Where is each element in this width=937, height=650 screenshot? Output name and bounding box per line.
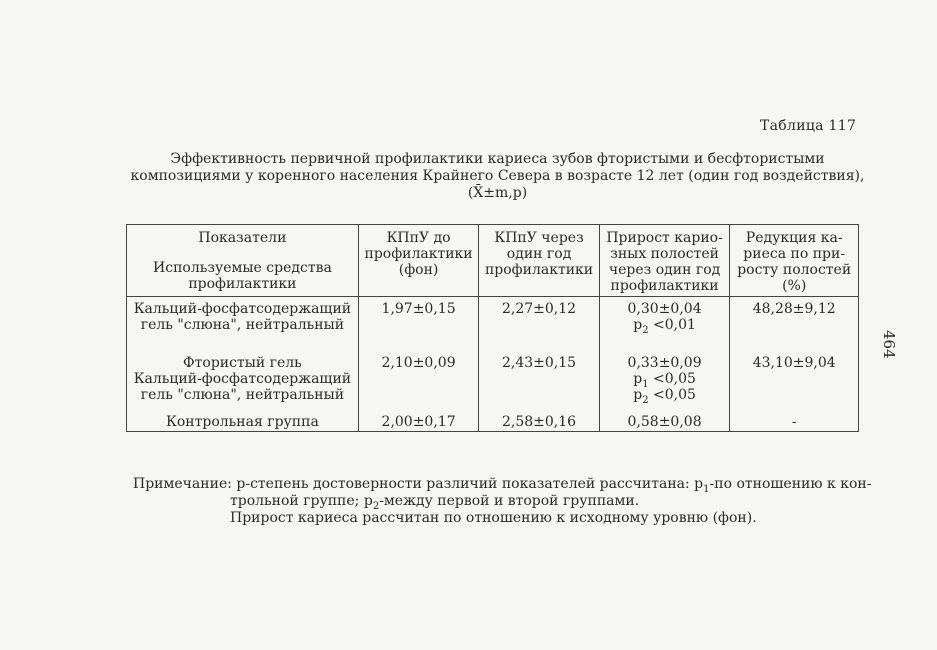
header-text: через один год [608, 262, 721, 278]
cell-kpu-background: 2,00±0,17 [358, 413, 478, 432]
header-text: Показатели [198, 230, 287, 246]
cell-reduction: 48,28±9,12 [730, 297, 859, 354]
header-text: профилактики [610, 278, 719, 294]
cell-means [127, 353, 359, 413]
cell-text: Фтористый гель [183, 355, 302, 371]
header-text: профилактики [364, 246, 473, 262]
table-row [127, 413, 859, 432]
header-kpu-after [479, 225, 599, 297]
header-kpu-background [358, 225, 478, 297]
header-text: КПпУ до [386, 230, 451, 246]
header-text: (фон) [398, 262, 439, 278]
cell-kpu-after: 2,27±0,12 [479, 297, 599, 354]
cell-reduction: - [730, 413, 859, 432]
header-text: Редукция ка- [745, 230, 843, 246]
header-text: росту полостей [737, 262, 852, 278]
header-text: один год [506, 246, 572, 262]
cell-text: Кальций-фосфатсодержащий [133, 301, 352, 317]
cell-kpu-background: 2,10±0,09 [358, 353, 478, 413]
header-text: Используемые средства [153, 260, 332, 276]
note-line: трольной группе; $p_2$-между первой и второй группами. [230, 493, 640, 512]
caption-line: Эффективность первичной профилактики кариеса зубов фтористыми и бесфтористыми [170, 151, 825, 167]
header-growth [599, 225, 730, 297]
cell-text: Кальций-фосфатсодержащий [133, 371, 352, 387]
table-row [127, 297, 859, 354]
cell-text: 0,58±0,08 [627, 414, 702, 430]
p-value: $p_2 <0,05$ [633, 387, 696, 406]
header-indicators [127, 225, 359, 297]
data-table [126, 224, 859, 432]
cell-text: 0,30±0,04 [627, 301, 702, 317]
note-line: Примечание: р-степень достоверности различий показателей рассчитана: $p_1-по$ отношению к кон- [133, 476, 872, 495]
cell-means [127, 413, 359, 432]
cell-kpu-background: 1,97±0,15 [358, 297, 478, 354]
cell-text: гель "слюна", нейтральный [140, 317, 345, 333]
header-text: (%) [782, 278, 807, 294]
cell-means [127, 297, 359, 354]
note-line: Прирост кариеса рассчитан по отношению к исходному уровню (фон). [230, 510, 757, 526]
cell-growth [599, 297, 730, 354]
table-header-row [127, 225, 859, 297]
cell-text: Контрольная группа [166, 414, 319, 430]
cell-text: 0,33±0,09 [627, 355, 702, 371]
caption-line: (X̄±m,p) [467, 185, 528, 201]
header-text: Прирост карио- [606, 230, 723, 246]
cell-reduction: 43,10±9,04 [730, 353, 859, 413]
table-note [133, 476, 872, 527]
header-text: профилактики [484, 262, 594, 278]
header-text: профилактики [188, 276, 297, 292]
table-row [127, 353, 859, 413]
p-value: $p_2 <0,01$ [633, 317, 696, 336]
cell-kpu-after: 2,43±0,15 [479, 353, 599, 413]
header-reduction [730, 225, 859, 297]
p-value: $p_1 <0,05$ [633, 371, 696, 390]
header-text: зных полостей [610, 246, 719, 262]
table-number: Таблица 117 [760, 118, 857, 134]
caption-line: композициями у коренного населения Крайнего Севера в возрасте 12 лет (один год воздействия), [130, 168, 865, 184]
page-number: 464 [880, 330, 898, 359]
cell-text: гель "слюна", нейтральный [140, 387, 345, 403]
header-text: риеса по при- [743, 246, 846, 262]
header-text: КПпУ через [494, 230, 584, 246]
cell-kpu-after: 2,58±0,16 [479, 413, 599, 432]
cell-growth [599, 413, 730, 432]
cell-growth [599, 353, 730, 413]
table-caption [120, 151, 875, 202]
